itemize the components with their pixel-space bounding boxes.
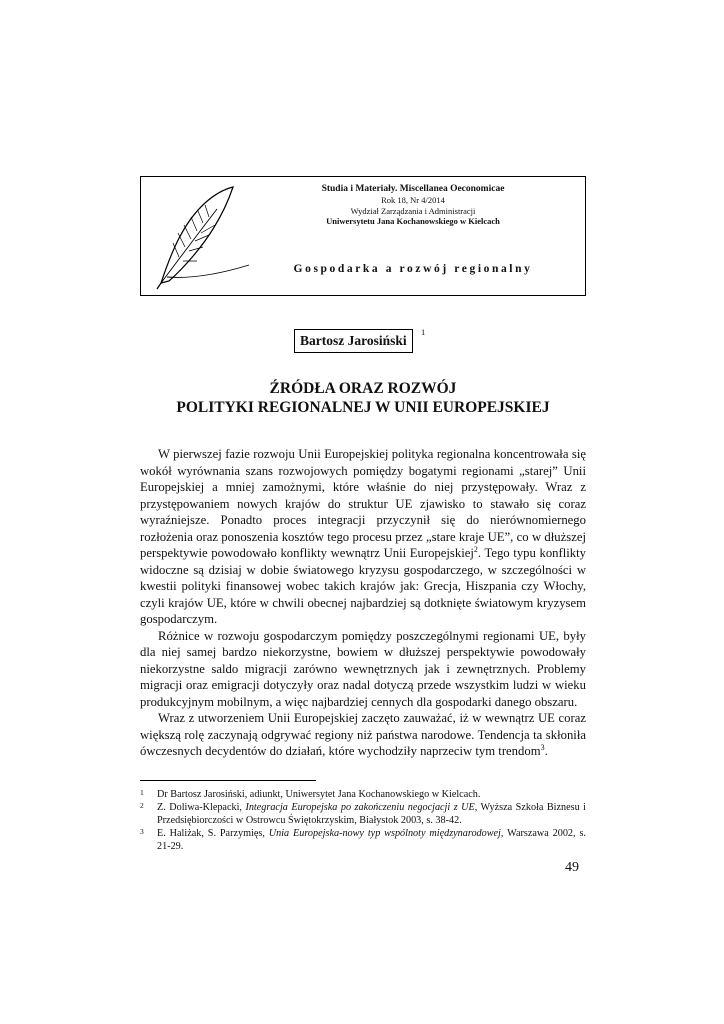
paragraph-1 — [140, 446, 586, 628]
quill-pen-icon — [153, 183, 253, 291]
journal-topic: Gospodarka a rozwój regionalny — [293, 263, 533, 275]
footnote-ref-3: 3 — [540, 742, 545, 752]
article-title — [140, 379, 586, 417]
footnote-author: Z. Doliwa-Klepacki, — [157, 802, 246, 813]
footnote-author: E. Haliżak, S. Parzymięs, — [157, 828, 269, 839]
journal-header-box — [140, 176, 586, 296]
footnote-publication: Warszawa 2002, s. 21-29. — [157, 828, 586, 852]
footnote-text: Dr Bartosz Jarosiński, adiunkt, Uniwersytet Jana Kochanowskiego w Kielcach. — [157, 789, 481, 800]
author-block — [294, 327, 426, 353]
footnote-number: 1 — [140, 788, 144, 797]
paragraph-2: Różnice w rozwoju gospodarczym pomiędzy poszczególnymi regionami UE, były dla niej samej bardzo niekorzystne, bowiem w dłuższej perspektywie powodowały niekorzystne saldo migracji zarówno wewnętrznych jak i zewnętrznych. Problemy migracji oraz emigracji dotyczyły oraz nadal dotyczą przede wszystkim ludzi w wieku produkcyjnym mobilnym, a więc najbardziej cennych dla gospodarki danego obszaru. — [140, 628, 586, 709]
footnote-work-title: Integracja Europejska po zakończeniu negocjacji z UE, — [245, 802, 478, 813]
footnote-3 — [140, 827, 586, 853]
footnote-work-title: Unia Europejska-nowy typ wspólnoty międzynarodowej, — [268, 828, 504, 839]
journal-university: Uniwersytetu Jana Kochanowskiego w Kielcach — [326, 216, 500, 226]
journal-header-text — [241, 183, 585, 227]
footnote-publication: Wyższa Szkoła Biznesu i Przedsiębiorczości w Ostrowcu Świętokrzyskim, Białystok 2003, s. 38-42. — [157, 802, 586, 826]
paragraph-3-text-b: . — [544, 744, 548, 758]
footnote-number: 2 — [140, 801, 144, 810]
paragraph-3 — [140, 710, 586, 760]
author-footnote-mark: 1 — [421, 327, 426, 337]
page-number: 49 — [565, 860, 579, 875]
article-body — [140, 446, 586, 760]
footnote-ref-2: 2 — [473, 544, 478, 554]
footnote-number: 3 — [140, 827, 144, 836]
journal-name: Studia i Materiały. Miscellanea Oeconomicae — [321, 184, 505, 194]
footnote-2 — [140, 801, 586, 827]
footnotes — [140, 788, 586, 853]
article-title-line1: ŹRÓDŁA ORAZ ROZWÓJ — [269, 380, 457, 397]
journal-volume: Rok 18, Nr 4/2014 — [381, 195, 445, 205]
paragraph-3-text-a: Wraz z utworzeniem Unii Europejskiej zaczęto zauważać, iż w wewnątrz UE coraz większą rolę zaczynają odgrywać regiony niż państwa narodowe. Tendencja ta skłoniła ówczesnych decydentów do działań, które wychodziły naprzeciw tym trendom — [140, 711, 586, 758]
footnote-1 — [140, 788, 586, 801]
article-title-line2: POLITYKI REGIONALNEJ W UNII EUROPEJSKIEJ — [176, 399, 550, 416]
footnote-divider — [140, 780, 316, 781]
paragraph-1-text-a: W pierwszej fazie rozwoju Unii Europejskiej polityka regionalna koncentrowała się wokół wyrównania szans rozwojowych pomiędzy bogatymi regionami „starej” Unii Europejskiej a mniej zamożnymi, które właśnie do niej przystępowały. Wraz z przystępowaniem nowych krajów do struktur UE zjawisko to stawało się coraz wyraźniejsze. Ponadto proces integracji przyczynił się do nierównomiernego rozłożenia oraz ponoszenia kosztów tego procesu przez „stare kraje UE”, co w dłuższej perspektywie powodowało konflikty wewnątrz Unii Europejskiej — [140, 447, 586, 560]
journal-faculty: Wydział Zarządzania i Administracji — [350, 205, 476, 216]
paragraph-1-text-b: . Tego typu konflikty widoczne są dzisiaj w dobie światowego kryzysu gospodarczego, w szczególności w kwestii polityki finansowej wobec takich krajów jak: Grecja, Hiszpania czy Włochy, czyli krajów UE, które w chwili obecnej najbardziej są dotknięte światowym kryzysem gospodarczym. — [140, 546, 587, 626]
author-name: Bartosz Jarosiński — [294, 329, 413, 353]
